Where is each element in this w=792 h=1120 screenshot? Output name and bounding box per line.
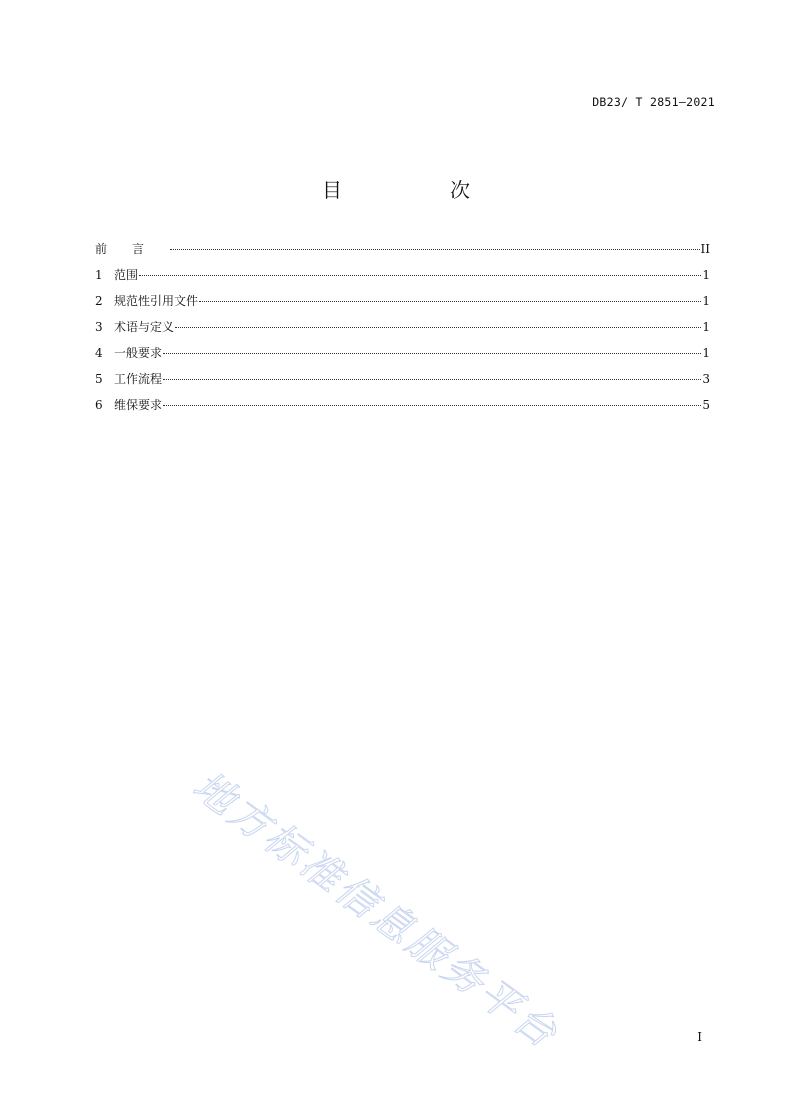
document-code: DB23/ T 2851—2021 xyxy=(592,95,715,109)
toc-entry-foreword[interactable] xyxy=(95,240,710,266)
toc-section-number: 4 xyxy=(95,346,103,360)
toc-leader-dots xyxy=(199,301,701,302)
toc-leader-dots xyxy=(175,327,701,328)
toc-leader-dots xyxy=(163,405,701,406)
toc-label: 一般要求 xyxy=(114,346,163,360)
toc-page-number: 1 xyxy=(702,268,710,282)
toc-entry-normative-references[interactable] xyxy=(95,292,710,318)
toc-leader-dots xyxy=(139,275,701,276)
toc-leader-dots xyxy=(163,353,701,354)
toc-page-number: 1 xyxy=(702,294,710,308)
toc-entry-terms-definitions[interactable] xyxy=(95,318,710,344)
watermark: 地方标准信息服务平台 xyxy=(184,762,568,1059)
toc-label: 范围 xyxy=(114,268,139,282)
toc-entry-workflow[interactable] xyxy=(95,370,710,396)
toc-section-number: 5 xyxy=(95,372,103,386)
toc-title: 目 次 xyxy=(322,178,514,202)
toc-page-number: 3 xyxy=(702,372,710,386)
toc-page-number: 5 xyxy=(702,398,710,412)
page-number: I xyxy=(697,1030,702,1044)
toc-entry-scope[interactable] xyxy=(95,266,710,292)
toc-page-number: 1 xyxy=(702,346,710,360)
toc-entry-general-requirements[interactable] xyxy=(95,344,710,370)
toc-label: 术语与定义 xyxy=(114,320,175,334)
toc-entry-maintenance-requirements[interactable] xyxy=(95,396,710,422)
toc-section-number: 6 xyxy=(95,398,103,412)
toc-page-number: II xyxy=(700,242,710,256)
toc-page-number: 1 xyxy=(702,320,710,334)
toc-leader-dots xyxy=(163,379,701,380)
table-of-contents xyxy=(95,240,710,422)
toc-leader-dots xyxy=(170,249,700,250)
toc-section-number: 1 xyxy=(95,268,103,282)
toc-label: 规范性引用文件 xyxy=(114,294,199,308)
toc-section-number: 2 xyxy=(95,294,103,308)
toc-label: 前言 xyxy=(95,242,170,256)
toc-label: 工作流程 xyxy=(114,372,163,386)
toc-section-number: 3 xyxy=(95,320,103,334)
toc-label: 维保要求 xyxy=(114,398,163,412)
